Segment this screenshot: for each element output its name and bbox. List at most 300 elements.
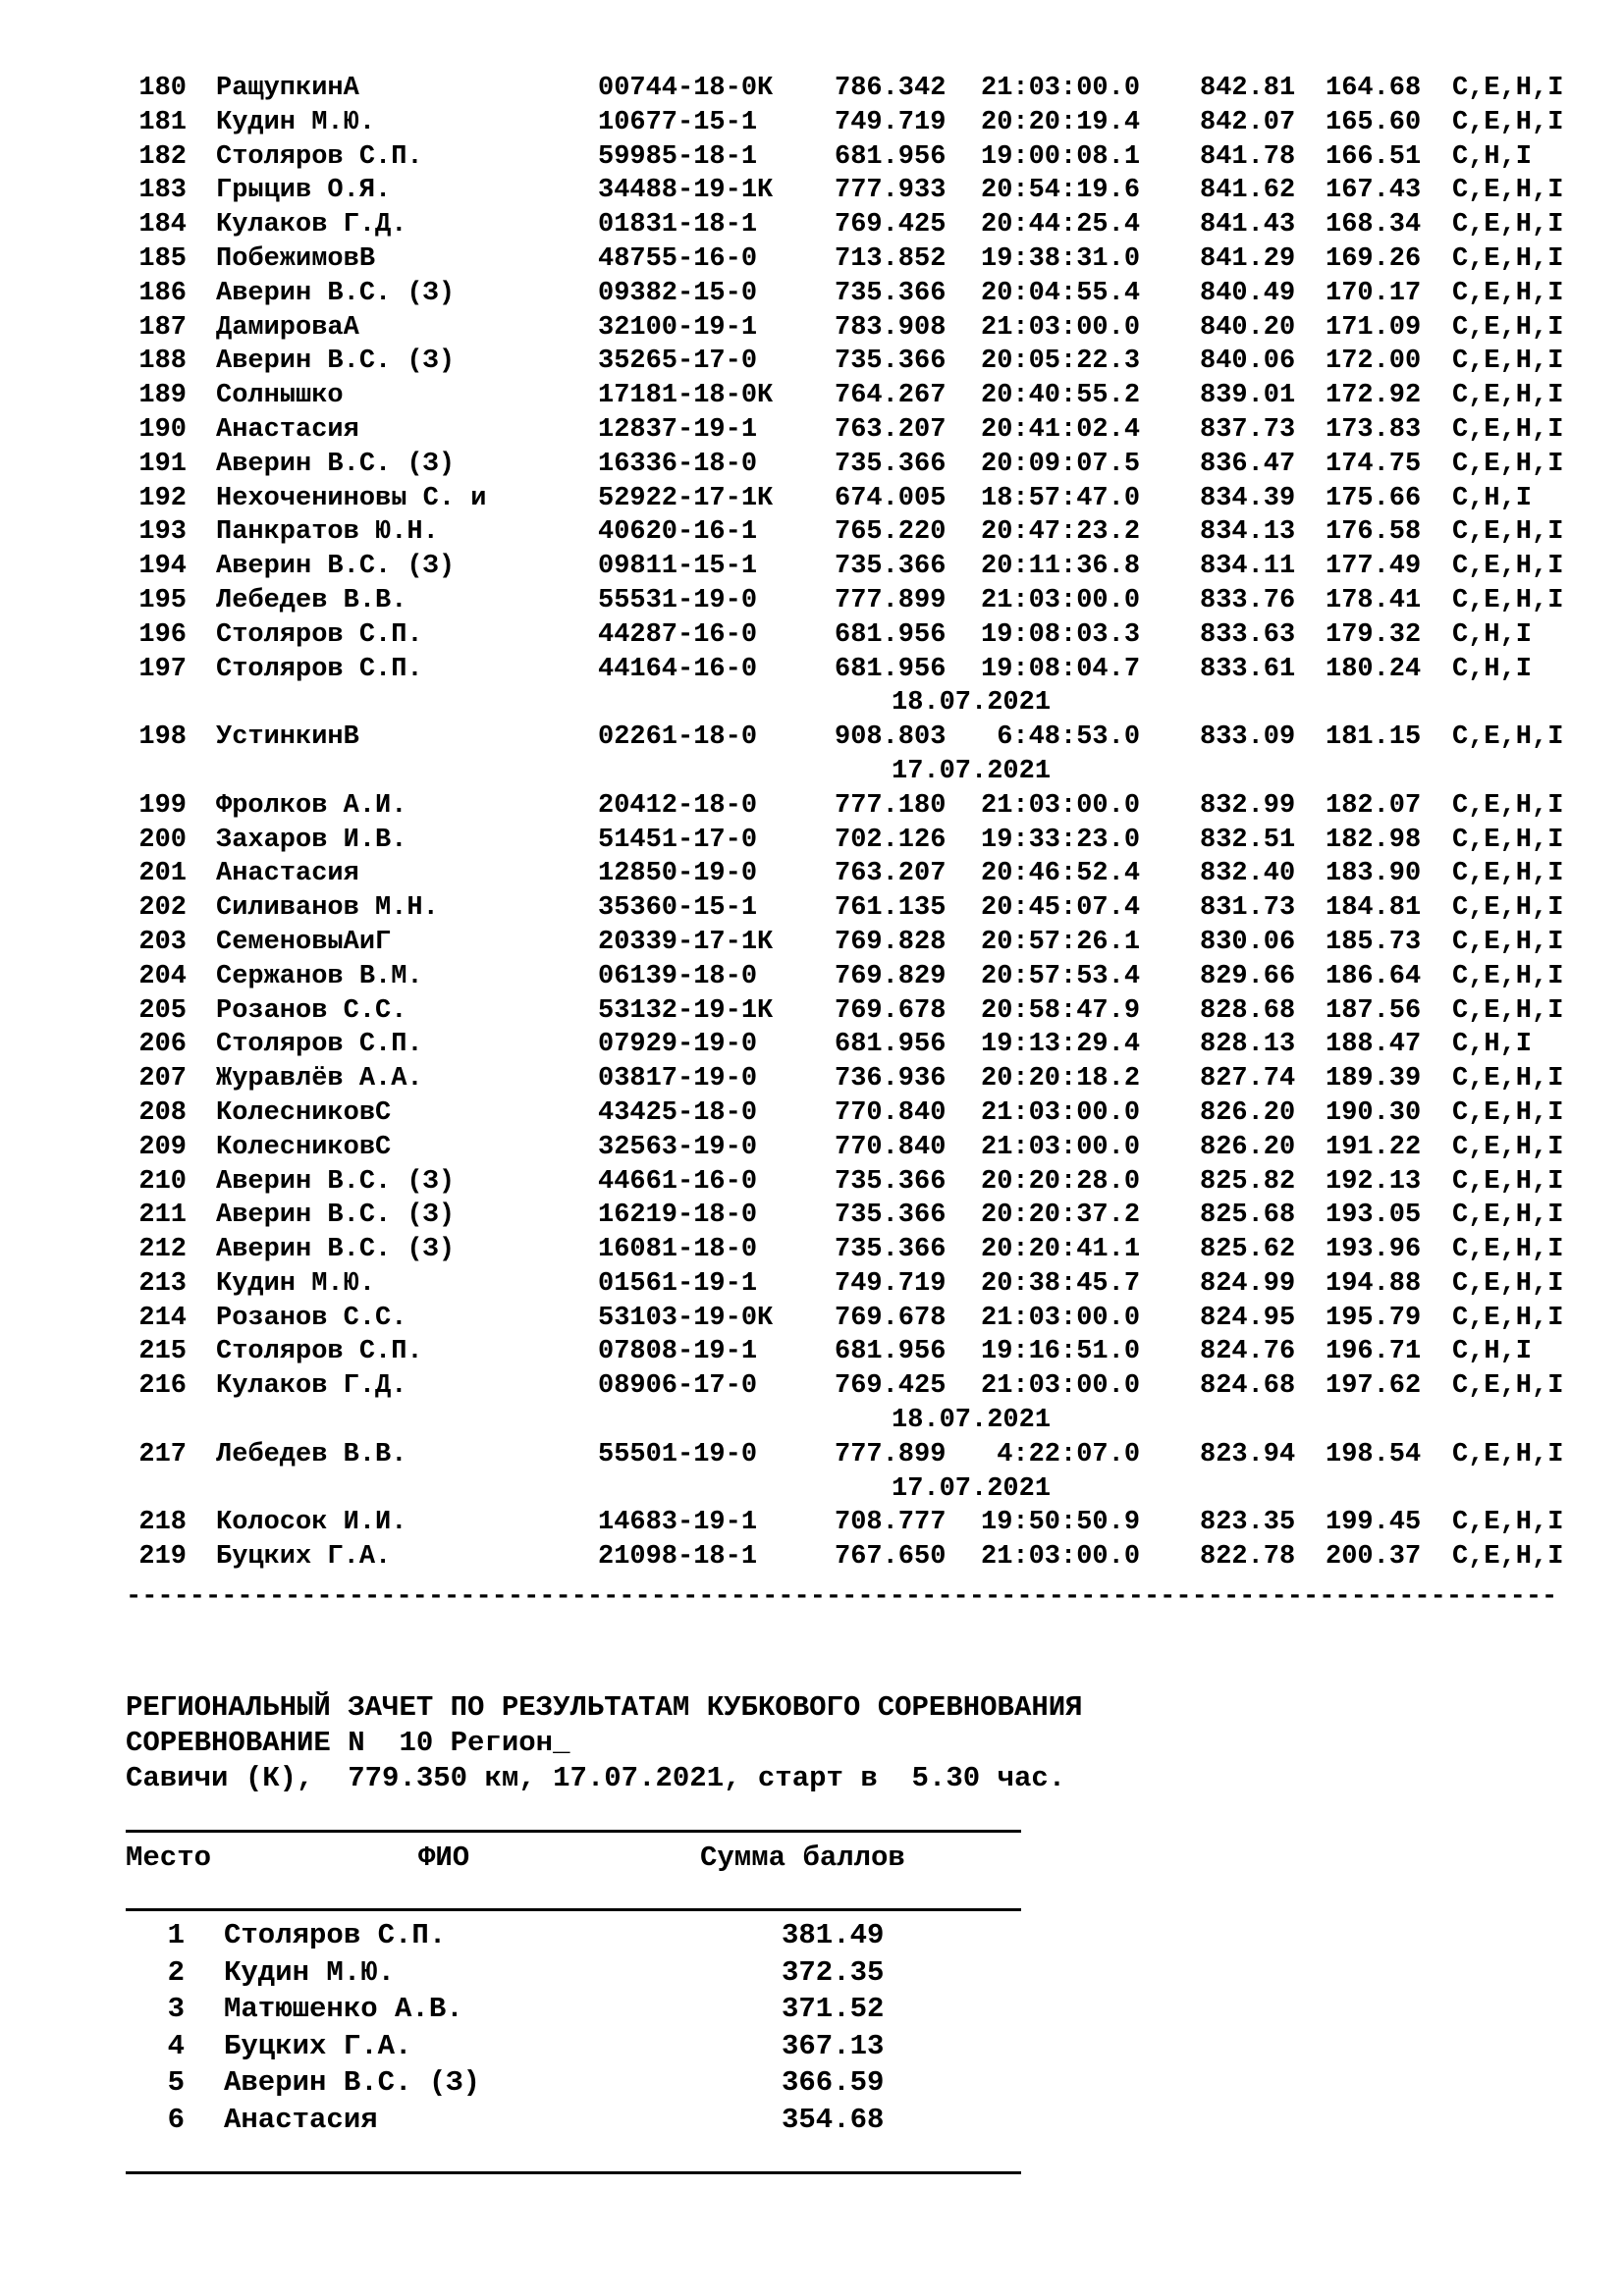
- result-row: [126, 174, 1589, 208]
- result-row: [126, 106, 1589, 140]
- points: 179.32: [1326, 619, 1422, 650]
- speed: 836.47: [1200, 449, 1296, 479]
- distance: 908.803: [835, 722, 947, 753]
- speed: 824.99: [1200, 1268, 1296, 1299]
- regional-row: [126, 2064, 1021, 2102]
- categories: C,E,H,I: [1452, 243, 1564, 274]
- arrival-time: 20:20:41.1: [981, 1235, 1141, 1265]
- speed: 824.95: [1200, 1303, 1296, 1333]
- row-number: 192: [138, 483, 187, 513]
- row-number: 198: [138, 722, 187, 753]
- row-number: 194: [138, 552, 187, 582]
- row-number: 184: [138, 210, 187, 240]
- points: 183.90: [1326, 859, 1422, 889]
- ring-number: 08906-17-0: [598, 1371, 758, 1402]
- ring-number: 06139-18-0: [598, 961, 758, 991]
- distance: 765.220: [835, 517, 947, 548]
- arrival-time: 4:22:07.0: [981, 1439, 1141, 1469]
- distance: 769.678: [835, 1303, 947, 1333]
- row-number: 204: [138, 961, 187, 991]
- pigeon-owner: Аверин В.С. (З): [216, 449, 456, 479]
- result-row: [126, 1438, 1589, 1472]
- ring-number: 43425-18-0: [598, 1097, 758, 1128]
- arrival-time: 18:57:47.0: [981, 483, 1141, 513]
- distance: 735.366: [835, 278, 947, 308]
- row-number: 214: [138, 1303, 187, 1333]
- categories: C,E,H,I: [1452, 995, 1564, 1026]
- arrival-time: 19:13:29.4: [981, 1030, 1141, 1060]
- table-bottom-rule: [126, 2171, 1021, 2174]
- row-number: 199: [138, 790, 187, 821]
- row-number: 213: [138, 1268, 187, 1299]
- speed: 828.13: [1200, 1030, 1296, 1060]
- result-row: [126, 721, 1589, 755]
- ring-number: 14683-19-1: [598, 1508, 758, 1538]
- arrival-time: 20:20:37.2: [981, 1201, 1141, 1231]
- result-row: [126, 242, 1589, 277]
- categories: C,E,H,I: [1452, 1132, 1564, 1162]
- ring-number: 20339-17-1К: [598, 927, 774, 957]
- distance: 749.719: [835, 1268, 947, 1299]
- arrival-time: 20:20:28.0: [981, 1166, 1141, 1197]
- distance: 777.180: [835, 790, 947, 821]
- pigeon-owner: Розанов С.С.: [216, 1303, 407, 1333]
- place-number: 2: [167, 1955, 185, 1989]
- ring-number: 21098-18-1: [598, 1542, 758, 1573]
- row-number: 219: [138, 1542, 187, 1573]
- regional-row: [126, 1991, 1021, 2028]
- pigeon-owner: Анастасия: [216, 859, 359, 889]
- categories: C,E,H,I: [1452, 825, 1564, 855]
- participant-name: Столяров С.П.: [224, 1919, 447, 1951]
- participant-name: Буцких Г.А.: [224, 2029, 412, 2062]
- arrival-time: 19:08:04.7: [981, 654, 1141, 684]
- date-divider: [126, 755, 1589, 789]
- pigeon-owner: РащупкинА: [216, 74, 359, 103]
- result-row: [126, 891, 1589, 926]
- speed: 830.06: [1200, 927, 1296, 957]
- row-number: 180: [138, 74, 187, 103]
- ring-number: 53132-19-1К: [598, 995, 774, 1026]
- speed: 824.68: [1200, 1371, 1296, 1402]
- arrival-time: 20:09:07.5: [981, 449, 1141, 479]
- categories: C,E,H,I: [1452, 1303, 1564, 1333]
- row-number: 208: [138, 1097, 187, 1128]
- ring-number: 44164-16-0: [598, 654, 758, 684]
- header-place: Место: [126, 1842, 212, 1874]
- result-row: [126, 1165, 1589, 1200]
- ring-number: 52922-17-1К: [598, 483, 774, 513]
- points: 173.83: [1326, 414, 1422, 445]
- pigeon-owner: Фролков А.И.: [216, 790, 407, 821]
- ring-number: 51451-17-0: [598, 825, 758, 855]
- points: 188.47: [1326, 1030, 1422, 1060]
- results-list: [126, 72, 1589, 1575]
- date-text: 18.07.2021: [892, 1406, 1052, 1436]
- arrival-time: 20:54:19.6: [981, 176, 1141, 206]
- points: 169.26: [1326, 243, 1422, 274]
- place-number: 6: [167, 2103, 185, 2136]
- points: 196.71: [1326, 1337, 1422, 1367]
- row-number: 185: [138, 243, 187, 274]
- speed: 826.20: [1200, 1132, 1296, 1162]
- points: 182.98: [1326, 825, 1422, 855]
- arrival-time: 21:03:00.0: [981, 790, 1141, 821]
- categories: C,E,H,I: [1452, 1542, 1564, 1573]
- place-number: 4: [167, 2029, 185, 2062]
- ring-number: 16336-18-0: [598, 449, 758, 479]
- speed: 841.29: [1200, 243, 1296, 274]
- categories: C,E,H,I: [1452, 1371, 1564, 1402]
- row-number: 209: [138, 1132, 187, 1162]
- points: 184.81: [1326, 893, 1422, 924]
- points: 199.45: [1326, 1508, 1422, 1538]
- distance: 767.650: [835, 1542, 947, 1573]
- ring-number: 07808-19-1: [598, 1337, 758, 1367]
- row-number: 181: [138, 107, 187, 137]
- points: 174.75: [1326, 449, 1422, 479]
- arrival-time: 21:03:00.0: [981, 585, 1141, 615]
- pigeon-owner: Столяров С.П.: [216, 619, 423, 650]
- arrival-time: 19:38:31.0: [981, 243, 1141, 274]
- points: 197.62: [1326, 1371, 1422, 1402]
- points: 168.34: [1326, 210, 1422, 240]
- speed: 822.78: [1200, 1542, 1296, 1573]
- categories: C,E,H,I: [1452, 1201, 1564, 1231]
- distance: 770.840: [835, 1097, 947, 1128]
- result-row: [126, 618, 1589, 653]
- pigeon-owner: КолесниковС: [216, 1132, 392, 1162]
- pigeon-owner: Розанов С.С.: [216, 995, 407, 1026]
- result-row: [126, 277, 1589, 311]
- pigeon-owner: Кулаков Г.Д.: [216, 1371, 407, 1402]
- row-number: 216: [138, 1371, 187, 1402]
- header-bottom-rule: [126, 1908, 1021, 1911]
- result-row: [126, 824, 1589, 858]
- result-row: [126, 448, 1589, 482]
- points: 167.43: [1326, 176, 1422, 206]
- speed: 833.09: [1200, 722, 1296, 753]
- ring-number: 01831-18-1: [598, 210, 758, 240]
- row-number: 201: [138, 859, 187, 889]
- ring-number: 55501-19-0: [598, 1439, 758, 1469]
- speed: 832.40: [1200, 859, 1296, 889]
- regional-title: РЕГИОНАЛЬНЫЙ ЗАЧЕТ ПО РЕЗУЛЬТАТАМ КУБКОВОГО СОРЕВНОВАНИЯ: [126, 1691, 1083, 1724]
- separator-line: ------------------------------------------------------------------------------------------: [126, 1582, 1558, 1612]
- pigeon-owner: Лебедев В.В.: [216, 1439, 407, 1469]
- distance: 769.678: [835, 995, 947, 1026]
- points: 189.39: [1326, 1064, 1422, 1095]
- distance: 735.366: [835, 1166, 947, 1197]
- result-row: [126, 482, 1589, 516]
- participant-name: Аверин В.С. (З): [224, 2066, 481, 2100]
- ring-number: 17181-18-0К: [598, 381, 774, 411]
- categories: C,E,H,I: [1452, 517, 1564, 548]
- result-row: [126, 345, 1589, 379]
- arrival-time: 20:46:52.4: [981, 859, 1141, 889]
- pigeon-owner: КолесниковС: [216, 1097, 392, 1128]
- points: 191.22: [1326, 1132, 1422, 1162]
- distance: 783.908: [835, 312, 947, 343]
- row-number: 203: [138, 927, 187, 957]
- distance: 735.366: [835, 552, 947, 582]
- speed: 833.61: [1200, 654, 1296, 684]
- categories: C,E,H,I: [1452, 176, 1564, 206]
- ring-number: 59985-18-1: [598, 141, 758, 172]
- points: 185.73: [1326, 927, 1422, 957]
- categories: C,H,I: [1452, 483, 1533, 513]
- ring-number: 09811-15-1: [598, 552, 758, 582]
- arrival-time: 19:00:08.1: [981, 141, 1141, 172]
- score-sum: 372.35: [782, 1955, 885, 1989]
- categories: C,H,I: [1452, 619, 1533, 650]
- pigeon-owner: Журавлёв А.А.: [216, 1064, 423, 1095]
- arrival-time: 21:03:00.0: [981, 1371, 1141, 1402]
- points: 170.17: [1326, 278, 1422, 308]
- points: 166.51: [1326, 141, 1422, 172]
- date-text: 18.07.2021: [892, 688, 1052, 719]
- row-number: 207: [138, 1064, 187, 1095]
- result-row: [126, 1267, 1589, 1302]
- speed: 832.99: [1200, 790, 1296, 821]
- categories: C,E,H,I: [1452, 414, 1564, 445]
- points: 192.13: [1326, 1166, 1422, 1197]
- distance: 681.956: [835, 654, 947, 684]
- points: 175.66: [1326, 483, 1422, 513]
- pigeon-owner: УстинкинВ: [216, 722, 359, 753]
- speed: 825.62: [1200, 1235, 1296, 1265]
- result-row: [126, 140, 1589, 175]
- regional-table-body: [126, 1917, 1021, 2139]
- points: 187.56: [1326, 995, 1422, 1026]
- ring-number: 16081-18-0: [598, 1235, 758, 1265]
- place-number: 3: [167, 1993, 185, 2026]
- score-sum: 367.13: [782, 2029, 885, 2062]
- distance: 777.899: [835, 585, 947, 615]
- speed: 840.20: [1200, 312, 1296, 343]
- distance: 749.719: [835, 107, 947, 137]
- regional-table-header: [126, 1842, 1021, 1881]
- distance: 769.425: [835, 210, 947, 240]
- ring-number: 01561-19-1: [598, 1268, 758, 1299]
- ring-number: 34488-19-1К: [598, 176, 774, 206]
- categories: C,E,H,I: [1452, 210, 1564, 240]
- distance: 735.366: [835, 347, 947, 377]
- categories: C,H,I: [1452, 1030, 1533, 1060]
- pigeon-owner: Захаров И.В.: [216, 825, 407, 855]
- ring-number: 12837-19-1: [598, 414, 758, 445]
- categories: C,E,H,I: [1452, 312, 1564, 343]
- arrival-time: 20:04:55.4: [981, 278, 1141, 308]
- ring-number: 40620-16-1: [598, 517, 758, 548]
- ring-number: 44661-16-0: [598, 1166, 758, 1197]
- row-number: 196: [138, 619, 187, 650]
- arrival-time: 20:57:26.1: [981, 927, 1141, 957]
- categories: C,E,H,I: [1452, 790, 1564, 821]
- distance: 777.899: [835, 1439, 947, 1469]
- row-number: 202: [138, 893, 187, 924]
- row-number: 191: [138, 449, 187, 479]
- categories: C,H,I: [1452, 654, 1533, 684]
- categories: C,E,H,I: [1452, 278, 1564, 308]
- points: 193.05: [1326, 1201, 1422, 1231]
- result-row: [126, 1233, 1589, 1267]
- row-number: 186: [138, 278, 187, 308]
- ring-number: 35265-17-0: [598, 347, 758, 377]
- row-number: 211: [138, 1201, 187, 1231]
- result-row: [126, 1131, 1589, 1165]
- points: 198.54: [1326, 1439, 1422, 1469]
- participant-name: Анастасия: [224, 2103, 378, 2136]
- categories: C,E,H,I: [1452, 107, 1564, 137]
- categories: C,E,H,I: [1452, 347, 1564, 377]
- distance: 770.840: [835, 1132, 947, 1162]
- points: 176.58: [1326, 517, 1422, 548]
- speed: 831.73: [1200, 893, 1296, 924]
- arrival-time: 21:03:00.0: [981, 74, 1141, 103]
- row-number: 217: [138, 1439, 187, 1469]
- distance: 736.936: [835, 1064, 947, 1095]
- regional-row: [126, 1954, 1021, 1992]
- distance: 681.956: [835, 619, 947, 650]
- points: 171.09: [1326, 312, 1422, 343]
- speed: 833.63: [1200, 619, 1296, 650]
- categories: C,E,H,I: [1452, 859, 1564, 889]
- points: 194.88: [1326, 1268, 1422, 1299]
- distance: 763.207: [835, 859, 947, 889]
- pigeon-owner: Столяров С.П.: [216, 654, 423, 684]
- categories: C,E,H,I: [1452, 1439, 1564, 1469]
- arrival-time: 19:08:03.3: [981, 619, 1141, 650]
- categories: C,E,H,I: [1452, 722, 1564, 753]
- arrival-time: 19:33:23.0: [981, 825, 1141, 855]
- arrival-time: 21:03:00.0: [981, 312, 1141, 343]
- result-row: [126, 653, 1589, 687]
- arrival-time: 20:58:47.9: [981, 995, 1141, 1026]
- arrival-time: 20:44:25.4: [981, 210, 1141, 240]
- categories: C,E,H,I: [1452, 381, 1564, 411]
- result-row: [126, 1028, 1589, 1062]
- row-number: 193: [138, 517, 187, 548]
- result-row: [126, 789, 1589, 824]
- row-number: 218: [138, 1508, 187, 1538]
- speed: 833.76: [1200, 585, 1296, 615]
- categories: C,E,H,I: [1452, 927, 1564, 957]
- speed: 842.07: [1200, 107, 1296, 137]
- result-row: [126, 208, 1589, 242]
- arrival-time: 20:05:22.3: [981, 347, 1141, 377]
- arrival-time: 20:20:18.2: [981, 1064, 1141, 1095]
- distance: 777.933: [835, 176, 947, 206]
- pigeon-owner: Сержанов В.М.: [216, 961, 423, 991]
- pigeon-owner: Силиванов М.Н.: [216, 893, 439, 924]
- speed: 841.78: [1200, 141, 1296, 172]
- points: 177.49: [1326, 552, 1422, 582]
- speed: 825.82: [1200, 1166, 1296, 1197]
- ring-number: 16219-18-0: [598, 1201, 758, 1231]
- ring-number: 07929-19-0: [598, 1030, 758, 1060]
- categories: C,E,H,I: [1452, 1508, 1564, 1538]
- speed: 841.62: [1200, 176, 1296, 206]
- points: 181.15: [1326, 722, 1422, 753]
- speed: 840.49: [1200, 278, 1296, 308]
- pigeon-owner: Аверин В.С. (З): [216, 1166, 456, 1197]
- speed: 837.73: [1200, 414, 1296, 445]
- result-row: [126, 72, 1589, 106]
- distance: 735.366: [835, 1201, 947, 1231]
- distance: 713.852: [835, 243, 947, 274]
- participant-name: Кудин М.Ю.: [224, 1955, 396, 1989]
- pigeon-owner: Кулаков Г.Д.: [216, 210, 407, 240]
- categories: C,E,H,I: [1452, 1064, 1564, 1095]
- arrival-time: 19:50:50.9: [981, 1508, 1141, 1538]
- distance: 702.126: [835, 825, 947, 855]
- arrival-time: 20:41:02.4: [981, 414, 1141, 445]
- speed: 840.06: [1200, 347, 1296, 377]
- speed: 832.51: [1200, 825, 1296, 855]
- points: 165.60: [1326, 107, 1422, 137]
- place-number: 1: [167, 1919, 185, 1951]
- result-row: [126, 1506, 1589, 1540]
- distance: 761.135: [835, 893, 947, 924]
- categories: C,H,I: [1452, 1337, 1533, 1367]
- ring-number: 55531-19-0: [598, 585, 758, 615]
- arrival-time: 20:47:23.2: [981, 517, 1141, 548]
- pigeon-owner: Колосок И.И.: [216, 1508, 407, 1538]
- pigeon-owner: Столяров С.П.: [216, 1337, 423, 1367]
- distance: 769.425: [835, 1371, 947, 1402]
- distance: 735.366: [835, 1235, 947, 1265]
- speed: 823.35: [1200, 1508, 1296, 1538]
- competition-number: СОРЕВНОВАНИЕ N 10 Регион_: [126, 1727, 570, 1759]
- distance: 681.956: [835, 1337, 947, 1367]
- regional-row: [126, 2028, 1021, 2065]
- regional-header: [126, 1690, 1083, 1796]
- result-row: [126, 857, 1589, 891]
- distance: 763.207: [835, 414, 947, 445]
- regional-row: [126, 2102, 1021, 2139]
- ring-number: 00744-18-0К: [598, 74, 774, 103]
- table-top-rule: [126, 1830, 1021, 1833]
- categories: C,H,I: [1452, 141, 1533, 172]
- speed: 828.68: [1200, 995, 1296, 1026]
- categories: C,E,H,I: [1452, 961, 1564, 991]
- distance: 786.342: [835, 74, 947, 103]
- pigeon-owner: Буцких Г.А.: [216, 1542, 392, 1573]
- row-number: 200: [138, 825, 187, 855]
- score-sum: 354.68: [782, 2103, 885, 2136]
- pigeon-owner: Столяров С.П.: [216, 141, 423, 172]
- ring-number: 48755-16-0: [598, 243, 758, 274]
- arrival-time: 21:03:00.0: [981, 1542, 1141, 1573]
- points: 172.00: [1326, 347, 1422, 377]
- points: 164.68: [1326, 74, 1422, 103]
- categories: C,E,H,I: [1452, 1166, 1564, 1197]
- points: 195.79: [1326, 1303, 1422, 1333]
- distance: 764.267: [835, 381, 947, 411]
- categories: C,E,H,I: [1452, 1097, 1564, 1128]
- pigeon-owner: Кудин М.Ю.: [216, 1268, 376, 1299]
- header-name: ФИО: [418, 1842, 470, 1874]
- row-number: 210: [138, 1166, 187, 1197]
- pigeon-owner: Аверин В.С. (З): [216, 347, 456, 377]
- categories: C,E,H,I: [1452, 1235, 1564, 1265]
- speed: 827.74: [1200, 1064, 1296, 1095]
- place-number: 5: [167, 2066, 185, 2100]
- categories: C,E,H,I: [1452, 449, 1564, 479]
- arrival-time: 21:03:00.0: [981, 1132, 1141, 1162]
- points: 172.92: [1326, 381, 1422, 411]
